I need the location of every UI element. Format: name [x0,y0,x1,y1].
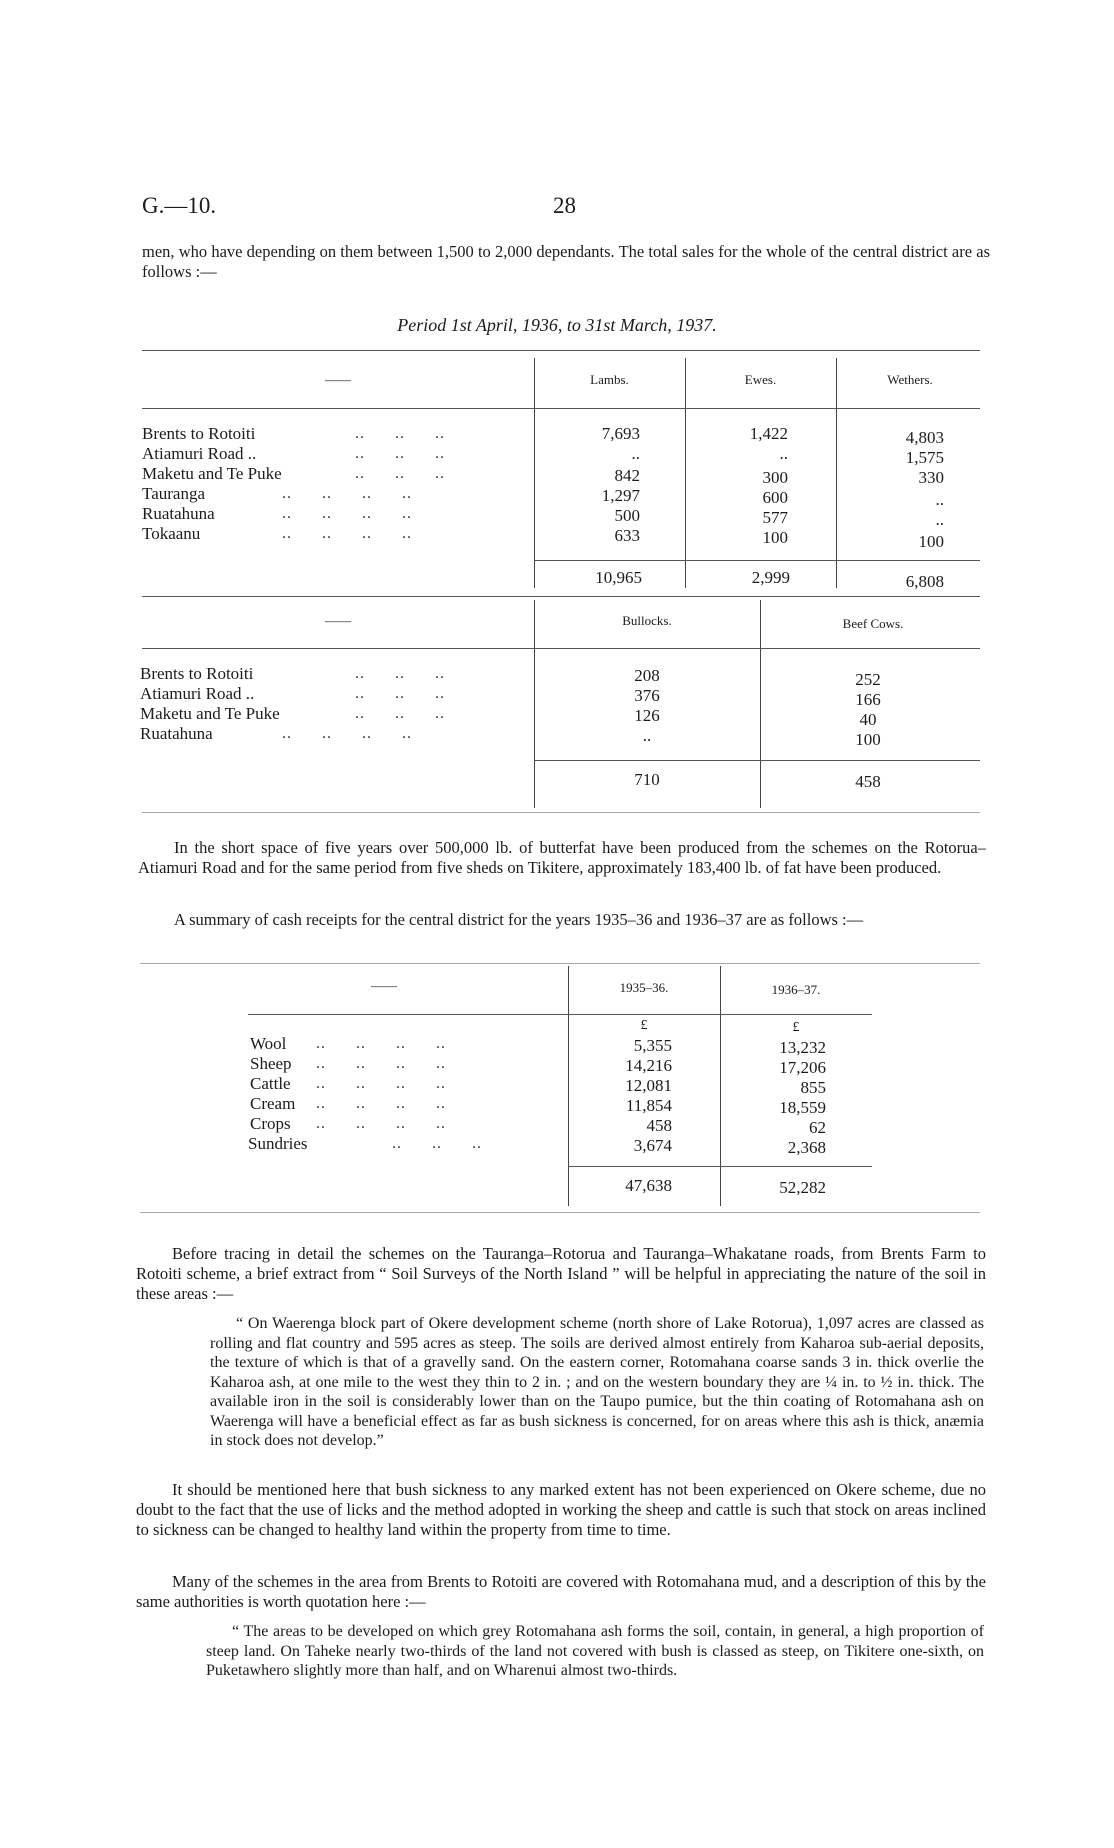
grey-ash-quote: “ The areas to be developed on which grey Rotomahana ash forms the soil, contain, in general, a high proportion of steep land. On Taheke nearly two-thirds of the land not covered with bush is classed as steep, on Tikitere one-sixth, on Puketawhero slightly more than half, and on Wharenui almost two-thirds. [206,1623,984,1679]
total-rule [534,760,980,761]
total-wethers: 6,808 [905,572,944,591]
header-rule [248,1014,872,1015]
ewes-value: .. [779,444,788,463]
amount-1935-36: 458 [646,1116,672,1135]
header-rule [142,648,980,649]
butterfat-paragraph: In the short space of five years over 500,000 lb. of butterfat have been produced from the schemes on the Rotorua–Atiamuri Road and for the same period from five sheds on Tikitere, approximately 183,400 lb. of fat have been produced. [138,838,986,877]
period-title: Period 1st April, 1936, to 31st March, 1937. [397,315,717,335]
amount-1936-37: 855 [800,1078,826,1097]
total-ewes: 2,999 [751,568,790,587]
beef-cows-value: 166 [855,690,881,709]
row-label: Maketu and Te Puke [140,704,280,723]
amount-1936-37: 18,559 [779,1098,826,1117]
row-label: Maketu and Te Puke [142,464,282,483]
ewes-value: 300 [762,468,788,487]
leader-dots: .. .. .. [355,465,445,482]
amount-1936-37: 2,368 [787,1138,826,1157]
leader-dots: .. .. .. [355,445,445,462]
total-1936-37: 52,282 [779,1178,826,1197]
table-bottom-rule [140,1212,980,1213]
column-header-lambs: Lambs. [590,372,629,387]
ewes-value: 1,422 [749,424,788,443]
bullocks-value: 376 [634,686,660,705]
ewes-value: 577 [762,508,788,527]
row-label: Wool [250,1034,287,1053]
column-header-ewes: Ewes. [744,372,777,387]
leader-dots: .. .. .. .. [282,485,412,502]
table-top-rule [140,963,980,964]
column-header-wethers: Wethers. [887,372,933,387]
leader-dots: .. .. .. .. [316,1115,446,1132]
leader-dots: .. .. .. .. [282,525,412,542]
lambs-value: 842 [614,466,640,485]
table-bottom-rule [142,812,980,813]
column-header-bullocks: Bullocks. [622,613,672,628]
leader-dots: .. .. .. [355,685,445,702]
tracing-paragraph: Before tracing in detail the schemes on the Tauranga–Rotorua and Tauranga–Whakatane roads, from Brents Farm to Rotoiti scheme, a brief extract from “ Soil Surveys of the North Island ” will be helpful in appreciating the nature of the soil in these areas :— [136,1244,986,1303]
wethers-value: .. [935,490,944,509]
amount-1936-37: 62 [809,1118,826,1137]
row-label: Cattle [250,1074,291,1093]
amount-1935-36: 3,674 [633,1136,672,1155]
lambs-value: 1,297 [601,486,640,505]
row-label: Crops [250,1114,291,1133]
lambs-value: 633 [614,526,640,545]
total-beef-cows: 458 [855,772,881,791]
leader-dots: .. .. .. .. [316,1095,446,1112]
fraction-half: ½ [880,1373,893,1391]
total-rule [534,560,980,561]
leader-dots: .. .. .. .. [282,505,412,522]
leader-dots: .. .. .. [355,705,445,722]
wethers-value: .. [935,510,944,529]
ewes-value: 100 [762,528,788,547]
beef-cows-value: 252 [855,670,881,689]
leader-dots: .. .. .. [355,665,445,682]
column-header-beef-cows: Beef Cows. [842,616,904,631]
wethers-value: 1,575 [905,448,944,467]
stub-header: —— [325,613,351,628]
bullocks-value: .. [642,726,652,745]
row-label: Sheep [250,1054,292,1073]
beef-cows-value: 40 [859,710,877,729]
lambs-value: .. [631,444,640,463]
leader-dots: .. .. .. .. [316,1035,446,1052]
row-label: Atiamuri Road .. [140,684,255,703]
header-rule [142,408,980,409]
amount-1936-37: 13,232 [779,1038,826,1057]
amount-1935-36: 12,081 [625,1076,672,1095]
summary-paragraph: A summary of cash receipts for the central district for the years 1935–36 and 1936–37 are as follows :— [174,910,864,929]
document-code: G.—10. [142,193,217,218]
stub-header: —— [325,372,351,387]
wethers-value: 100 [918,532,944,551]
beef-cows-value: 100 [855,730,881,749]
total-bullocks: 710 [634,770,660,789]
soil-survey-quote: “ On Waerenga block part of Okere development scheme (north shore of Lake Rotorua), 1,097 acres are classed as rolling and flat country and 595 acres as steep. The soils are derived almost entirely from Kaharoa sub-aerial deposits, the texture of which is that of a gravelly sand. On the eastern corner, Rotomahana coarse sands 3 in. thick overlie the Kaharoa ash, at one mile to the west they thin to 2 in. ; and on the western boundary they are ¼ in. to ½ in. thick. The available iron in the soil is considerably lower than on the Taupo pumice, but the thin coating of Rotomahana ash on Waerenga will have a beneficial effect as far as bush sickness is concerned, for on areas where this ash is thick, anæmia in stock does not develop.” [210,1315,985,1449]
lambs-value: 7,693 [601,424,640,443]
intro-paragraph: men, who have depending on them between 1,500 to 2,000 dependants. The total sales for the whole of the central district are as follows :— [142,242,990,281]
wethers-value: 4,803 [905,428,944,447]
leader-dots: .. .. .. [355,425,445,442]
amount-1935-36: 11,854 [625,1096,672,1115]
section-rule [142,596,980,597]
row-label: Tokaanu [142,524,201,543]
row-label: Sundries [248,1134,308,1153]
lambs-value: 500 [614,506,640,525]
total-1935-36: 47,638 [625,1176,672,1195]
fraction-quarter: ¼ [825,1373,838,1391]
page-number: 28 [553,193,576,218]
row-label: Ruatahuna [142,504,215,523]
amount-1935-36: 5,355 [633,1036,672,1055]
stub-header: —— [371,978,397,993]
amount-1936-37: 17,206 [779,1058,826,1077]
leader-dots: .. .. .. [392,1135,482,1152]
bullocks-value: 208 [634,666,660,685]
total-lambs: 10,965 [595,568,642,587]
bullocks-value: 126 [634,706,660,725]
rotomahana-mud-paragraph: Many of the schemes in the area from Brents to Rotoiti are covered with Rotomahana mud, and a description of this by the same authorities is worth quotation here :— [136,1572,986,1611]
row-label: Cream [250,1094,296,1113]
leader-dots: .. .. .. .. [316,1055,446,1072]
leader-dots: .. .. .. .. [316,1075,446,1092]
row-label: Atiamuri Road .. [142,444,257,463]
row-label: Brents to Rotoiti [142,424,256,443]
column-header-1935-36: 1935–36. [619,980,669,995]
row-label: Ruatahuna [140,724,213,743]
row-label: Brents to Rotoiti [140,664,254,683]
currency-symbol: £ [640,1018,648,1033]
total-rule [568,1166,872,1167]
table-top-rule [142,350,980,351]
bush-sickness-paragraph: It should be mentioned here that bush sickness to any marked extent has not been experienced on Okere scheme, due no doubt to the fact that the use of licks and the method adopted in working the sheep and cattle is such that stock on areas inclined to sickness can be changed to healthy land within the property from time to time. [136,1480,986,1539]
currency-symbol: £ [792,1020,800,1035]
leader-dots: .. .. .. .. [282,725,412,742]
amount-1935-36: 14,216 [625,1056,672,1075]
column-header-1936-37: 1936–37. [771,982,821,997]
ewes-value: 600 [762,488,788,507]
wethers-value: 330 [918,468,944,487]
row-label: Tauranga [142,484,205,503]
